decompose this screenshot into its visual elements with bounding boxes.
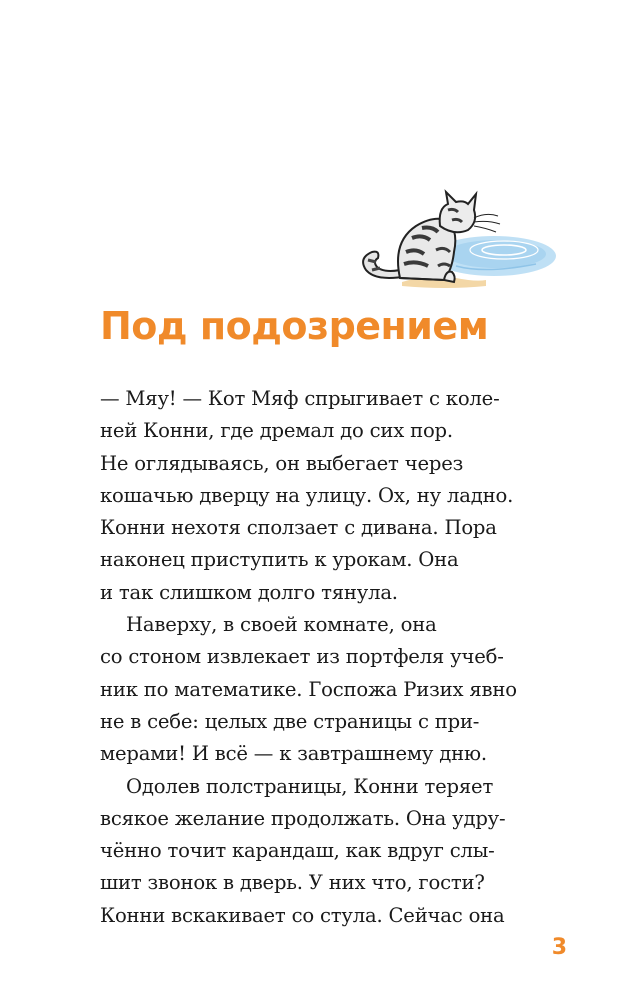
text-line: и так слишком долго тянула. [100, 580, 398, 604]
text-line: шит звонок в дверь. У них что, гости? [100, 871, 485, 895]
text-line: чённо точит карандаш, как вдруг слы- [100, 839, 495, 863]
page-number: 3 [551, 935, 567, 960]
text-line: Не оглядываясь, он выбегает через [100, 451, 464, 475]
paragraph-start-line: Наверху, в своей комнате, она [126, 613, 437, 637]
cat-at-water-illustration [336, 182, 558, 302]
paragraph-start-line: Одолев полстраницы, Конни теряет [126, 774, 494, 798]
text-line: мерами! И всё — к завтрашнему дню. [100, 742, 487, 766]
text-line: всякое желание продолжать. Она удру- [100, 806, 506, 830]
text-line: Конни нехотя сползает с дивана. Пора [100, 516, 497, 540]
text-line: ней Конни, где дремал до сих пор. [100, 419, 453, 443]
text-line: со стоном извлекает из портфеля учеб- [100, 645, 504, 669]
text-line: не в себе: целых две страницы с при- [100, 709, 480, 733]
body-text [100, 383, 560, 932]
text-line: — Мяу! — Кот Мяф спрыгивает с коле- [100, 387, 500, 410]
chapter-title: Под подозрением [100, 304, 489, 348]
text-line: ник по математике. Госпожа Ризих явно [100, 677, 517, 701]
text-line: кошачью дверцу на улицу. Ох, ну ладно. [100, 483, 514, 507]
text-line: Конни вскакивает со стула. Сейчас она [100, 903, 505, 927]
text-line: наконец приступить к урокам. Она [100, 548, 459, 572]
